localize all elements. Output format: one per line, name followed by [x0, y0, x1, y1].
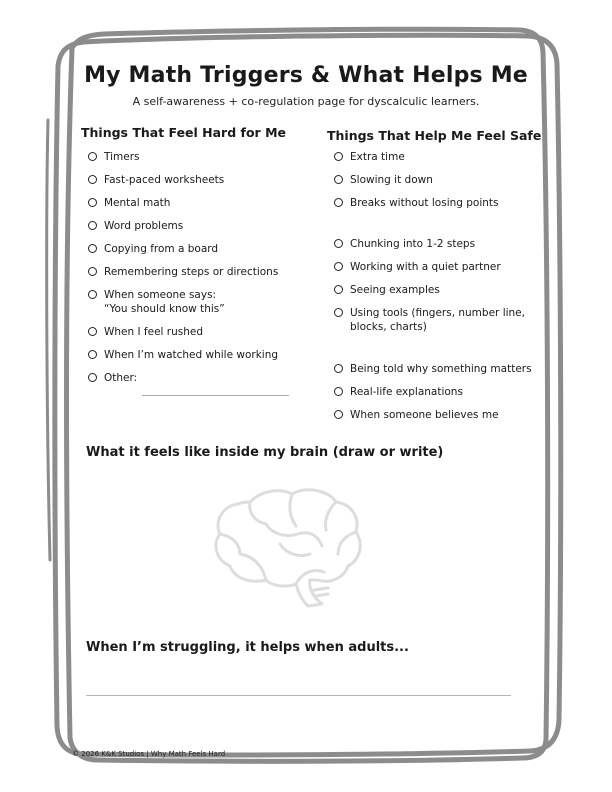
circle-checkbox-icon[interactable]	[334, 198, 343, 207]
circle-checkbox-icon[interactable]	[88, 373, 97, 382]
brain-outline-icon	[210, 484, 365, 610]
circle-checkbox-icon[interactable]	[334, 387, 343, 396]
safe-things-heading: Things That Help Me Feel Safe	[327, 128, 542, 143]
hard-things-heading: Things That Feel Hard for Me	[81, 125, 286, 140]
adults-prompt: When I’m struggling, it helps when adults...	[86, 640, 409, 655]
circle-checkbox-icon[interactable]	[88, 175, 97, 184]
circle-checkbox-icon[interactable]	[334, 285, 343, 294]
circle-checkbox-icon[interactable]	[88, 290, 97, 299]
circle-checkbox-icon[interactable]	[334, 308, 343, 317]
circle-checkbox-icon[interactable]	[88, 198, 97, 207]
circle-checkbox-icon[interactable]	[88, 350, 97, 359]
circle-checkbox-icon[interactable]	[88, 152, 97, 161]
circle-checkbox-icon[interactable]	[334, 364, 343, 373]
answer-write-in-line[interactable]	[86, 695, 511, 696]
other-write-in-line[interactable]	[142, 395, 289, 396]
page-subtitle: A self-awareness + co-regulation page for dyscalculic learners.	[132, 95, 480, 108]
circle-checkbox-icon[interactable]	[88, 327, 97, 336]
page-title: My Math Triggers & What Helps Me	[84, 63, 528, 88]
circle-checkbox-icon[interactable]	[334, 175, 343, 184]
circle-checkbox-icon[interactable]	[334, 410, 343, 419]
copyright-footer: © 2026 K&K Studios | Why Math Feels Hard	[72, 750, 226, 758]
circle-checkbox-icon[interactable]	[88, 267, 97, 276]
circle-checkbox-icon[interactable]	[334, 262, 343, 271]
circle-checkbox-icon[interactable]	[88, 244, 97, 253]
circle-checkbox-icon[interactable]	[334, 239, 343, 248]
circle-checkbox-icon[interactable]	[88, 221, 97, 230]
brain-prompt: What it feels like inside my brain (draw or write)	[86, 445, 444, 460]
circle-checkbox-icon[interactable]	[334, 152, 343, 161]
